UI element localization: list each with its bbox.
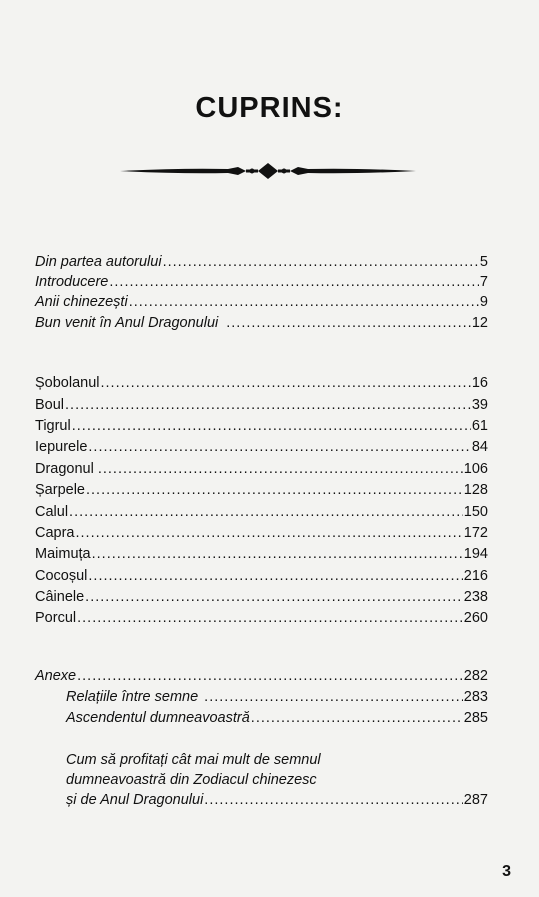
- toc-entry[interactable]: [35, 544, 488, 564]
- toc-entry[interactable]: [66, 687, 488, 707]
- toc-entry-label-line: dumneavoastră din Zodiacul chinezesc: [66, 772, 317, 788]
- toc-entry-label: Relațiile între semne: [66, 689, 199, 705]
- dot-leader: [88, 437, 470, 457]
- toc-entry-label-line: Cum să profitați cât mai mult de semnul: [66, 752, 321, 768]
- toc-entry-page: 285: [463, 710, 488, 726]
- toc-entry[interactable]: [35, 459, 488, 479]
- toc-entry-page: 238: [463, 589, 488, 605]
- dot-leader: [204, 687, 463, 707]
- toc-entry[interactable]: [35, 566, 488, 586]
- toc-entry[interactable]: [35, 395, 488, 415]
- toc-entry-label: Dragonul: [35, 461, 94, 477]
- toc-entry-page: 61: [471, 418, 488, 434]
- dot-leader: [92, 544, 463, 564]
- toc-entry-label: Anexe: [35, 668, 77, 684]
- dot-leader: [251, 708, 463, 728]
- toc-entry-page: 216: [463, 568, 488, 584]
- toc-entry-label: Șarpele: [35, 482, 85, 498]
- toc-entry[interactable]: [35, 608, 488, 628]
- toc-entry-label: Maimuța: [35, 546, 91, 562]
- toc-entry-final-last-line[interactable]: [66, 790, 488, 810]
- ornament-divider: [118, 160, 418, 182]
- dot-leader: [69, 502, 463, 522]
- toc-entry-page: 194: [463, 546, 488, 562]
- toc-entry-page: 39: [471, 397, 488, 413]
- toc-entry-label: Cocoșul: [35, 568, 88, 584]
- toc-entry[interactable]: [35, 523, 488, 543]
- toc-entry-label: Capra: [35, 525, 75, 541]
- dot-leader: [129, 292, 479, 312]
- toc-entry-page: 260: [463, 610, 488, 626]
- toc-entry-page: 128: [463, 482, 488, 498]
- toc-entry-label: Boul: [35, 397, 65, 413]
- toc-entry-label: Tigrul: [35, 418, 71, 434]
- toc-entry[interactable]: [35, 502, 488, 522]
- toc-entry[interactable]: [35, 252, 488, 272]
- dot-leader: [77, 666, 463, 686]
- toc-entry[interactable]: [66, 708, 488, 728]
- toc-entry-page: 106: [463, 461, 488, 477]
- toc-entry-label: Porcul: [35, 610, 77, 626]
- toc-entry-label: Anii chinezești: [35, 294, 128, 310]
- dot-leader: [76, 523, 463, 543]
- toc-entry-page: 7: [479, 274, 488, 290]
- page-title: CUPRINS:: [195, 92, 344, 124]
- dot-leader: [85, 587, 463, 607]
- toc-entry-page: 12: [471, 315, 488, 331]
- toc-entry-page: 16: [471, 375, 488, 391]
- toc-entry[interactable]: [35, 587, 488, 607]
- toc-entry[interactable]: [35, 437, 488, 457]
- toc-entry-label: Bun venit în Anul Dragonului: [35, 315, 219, 331]
- toc-entry-label: Ascendentul dumneavoastră: [66, 710, 250, 726]
- dot-leader: [77, 608, 463, 628]
- dot-leader: [226, 313, 471, 333]
- dot-leader: [204, 790, 463, 810]
- toc-entry-page: 283: [463, 689, 488, 705]
- dot-leader: [109, 272, 479, 292]
- toc-entry-label: Iepurele: [35, 439, 88, 455]
- toc-entry[interactable]: [35, 292, 488, 312]
- toc-entry-label: Câinele: [35, 589, 85, 605]
- dot-leader: [101, 373, 471, 393]
- toc-entry-page: 9: [479, 294, 488, 310]
- toc-entry[interactable]: [35, 313, 488, 333]
- toc-entry[interactable]: [35, 480, 488, 500]
- toc-entry-page: 287: [463, 792, 488, 808]
- dot-leader: [72, 416, 471, 436]
- toc-entry-label: Șobolanul: [35, 375, 100, 391]
- dot-leader: [163, 252, 479, 272]
- toc-entry-label: Din partea autorului: [35, 254, 162, 270]
- toc-entry[interactable]: [35, 373, 488, 393]
- toc-entry[interactable]: [35, 416, 488, 436]
- dot-leader: [88, 566, 462, 586]
- toc-entry-page: 282: [463, 668, 488, 684]
- toc-entry-label: Calul: [35, 504, 69, 520]
- toc-entry-label: Introducere: [35, 274, 109, 290]
- dot-leader: [86, 480, 463, 500]
- toc-entry-page: 84: [471, 439, 488, 455]
- dot-leader: [98, 459, 463, 479]
- toc-entry-page: 172: [463, 525, 488, 541]
- dot-leader: [65, 395, 471, 415]
- toc-entry[interactable]: [35, 272, 488, 292]
- toc-entry-annex[interactable]: [35, 666, 488, 686]
- toc-entry-page: 5: [479, 254, 488, 270]
- toc-entry-page: 150: [463, 504, 488, 520]
- toc-entry-label: și de Anul Dragonului: [66, 792, 204, 808]
- page-number: 3: [502, 863, 511, 880]
- toc-entry-final[interactable]: [66, 750, 488, 790]
